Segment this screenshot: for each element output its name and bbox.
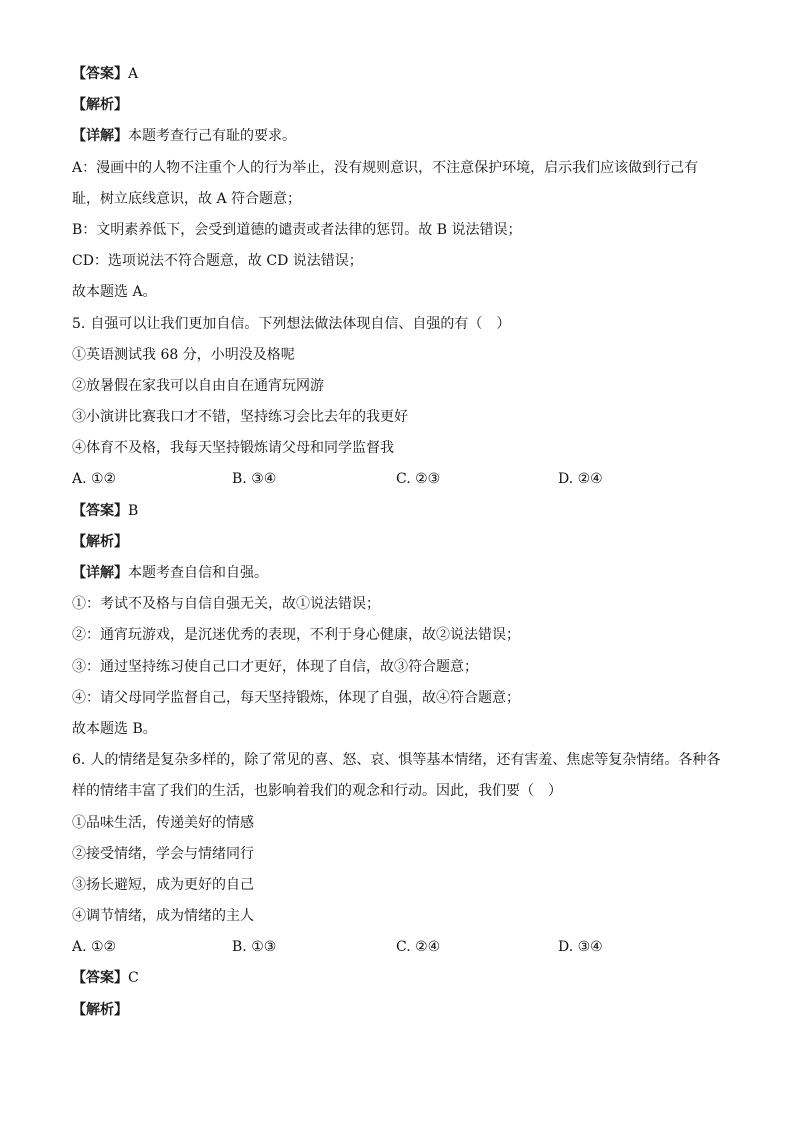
option-a: A. ①② <box>72 471 117 488</box>
explanation-line: ④：请父母同学监督自己，每天坚持锻炼，体现了自强，故④符合题意； <box>72 689 520 706</box>
question-5 <box>72 309 794 746</box>
detail-line <box>72 558 752 589</box>
question-stem-continued: 样的情绪丰富了我们的生活，也影响着我们的观念和行动。因此，我们要（ ） <box>72 783 562 800</box>
statement-item: ②放暑假在家我可以自由自在通宵玩网游 <box>72 377 324 394</box>
detail-text: 本题考查自信和自强。 <box>128 565 268 581</box>
question-stem <box>72 745 752 776</box>
question-number: 5. <box>72 315 86 332</box>
explanation-line: CD：选项说法不符合题意，故 CD 说法错误； <box>72 253 363 270</box>
analysis-heading <box>72 527 752 558</box>
analysis-label: 【解析】 <box>72 1001 128 1018</box>
options-row <box>72 932 752 963</box>
explanation-line: B：文明素养低下，会受到道德的谴责或者法律的惩罚。故 B 说法错误； <box>72 221 522 238</box>
answer-value: A <box>128 66 139 82</box>
detail-text: 本题考查行己有耻的要求。 <box>128 128 296 145</box>
option-b: B. ③④ <box>232 471 277 488</box>
option-c: C. ②④ <box>396 939 441 956</box>
option-d: D. ②④ <box>558 471 603 488</box>
option-b: B. ①③ <box>232 939 277 956</box>
statement-item: ①品味生活，传递美好的情感 <box>72 814 254 831</box>
statement-item: ①英语测试我 68 分，小明没及格呢 <box>72 346 295 363</box>
explanation-line: ①：考试不及格与自信自强无关，故①说法错误； <box>72 596 380 613</box>
question-stem-text: 自强可以让我们更加自信。下列想法做法体现自信、自强的有（ ） <box>90 315 511 332</box>
option-c: C. ②③ <box>396 471 441 488</box>
question-number: 6. <box>72 752 86 769</box>
explanation-line: 耻，树立底线意识，故 A 符合题意； <box>72 190 302 207</box>
option-a: A. ①② <box>72 939 117 956</box>
options-row <box>72 464 752 495</box>
analysis-label: 【解析】 <box>72 97 128 114</box>
answer-line <box>72 59 752 90</box>
answer-line <box>72 963 752 994</box>
statement-item: ④体育不及格，我每天坚持锻炼请父母和同学监督我 <box>72 440 394 457</box>
answer-label: 【答案】 <box>72 502 128 519</box>
q4-solution <box>72 59 794 309</box>
analysis-heading <box>72 90 752 121</box>
question-stem-text: 人的情绪是复杂多样的，除了常见的喜、怒、哀、惧等基本情绪，还有害羞、焦虑等复杂情绪。各种各 <box>90 752 721 769</box>
answer-value: B <box>128 502 139 519</box>
explanation-line: ③：通过坚持练习使自己口才更好，体现了自信，故③符合题意； <box>72 658 478 675</box>
statement-item: ④调节情绪，成为情绪的主人 <box>72 908 254 925</box>
explanation-line: ②：通宵玩游戏，是沉迷优秀的表现，不利于身心健康，故②说法错误； <box>72 627 520 644</box>
question-6 <box>72 745 794 1026</box>
detail-label: 【详解】 <box>72 565 128 581</box>
option-d: D. ③④ <box>558 939 603 956</box>
conclusion-line: 故本题选 B。 <box>72 720 157 737</box>
explanation-line: A：漫画中的人物不注重个人的行为举止，没有规则意识，不注意保护环境，启示我们应该做到行己有 <box>72 159 699 176</box>
answer-label: 【答案】 <box>72 66 128 82</box>
detail-label: 【详解】 <box>72 128 128 145</box>
statement-item: ②接受情绪，学会与情绪同行 <box>72 845 254 862</box>
answer-line <box>72 496 752 527</box>
analysis-label: 【解析】 <box>72 533 128 550</box>
statement-item: ③小演讲比赛我口才不错，坚持练习会比去年的我更好 <box>72 409 408 426</box>
answer-label: 【答案】 <box>72 970 128 987</box>
answer-value: C <box>128 970 139 987</box>
conclusion-line: 故本题选 A。 <box>72 284 157 301</box>
question-stem <box>72 309 752 340</box>
detail-line <box>72 121 752 152</box>
statement-item: ③扬长避短，成为更好的自己 <box>72 876 254 893</box>
analysis-heading <box>72 995 752 1026</box>
